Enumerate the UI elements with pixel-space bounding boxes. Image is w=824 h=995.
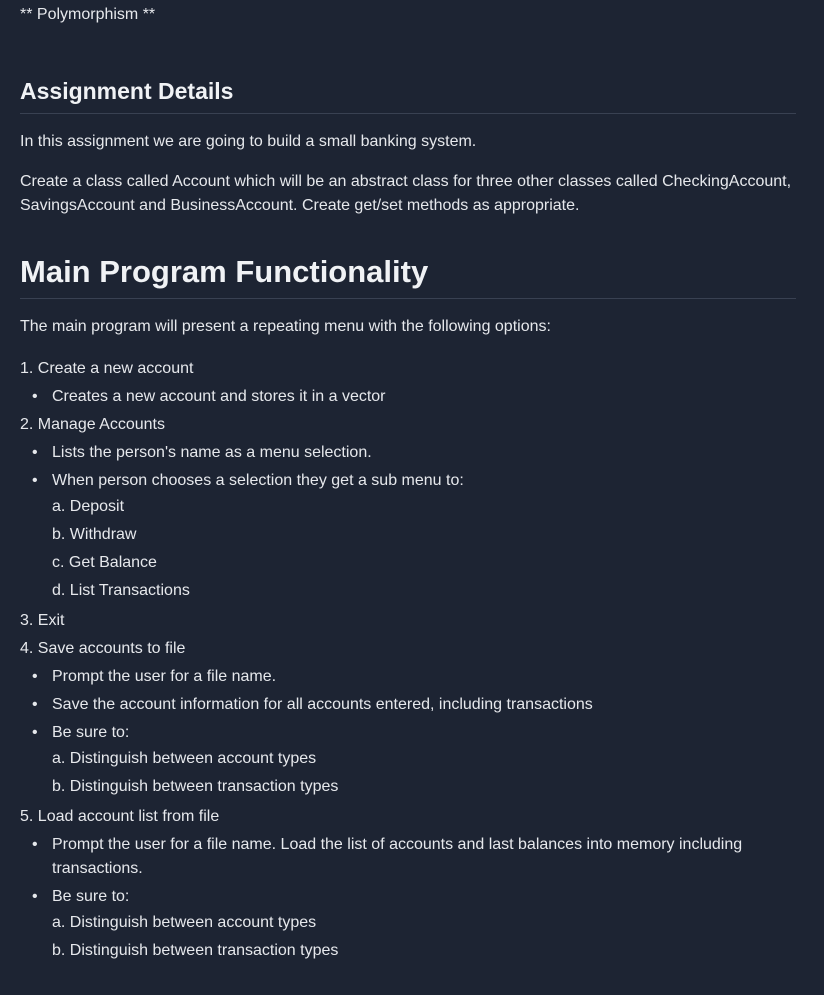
bullet-icon: • (32, 836, 38, 853)
bullet-icon: • (32, 668, 38, 685)
option-number: 5. (20, 808, 34, 825)
top-line: ** Polymorphism ** (20, 6, 156, 23)
menu-option-save (20, 635, 796, 803)
option-label: Save accounts to file (37, 640, 186, 657)
sub-item: a. Distinguish between account types (52, 750, 317, 767)
bullet-text: Prompt the user for a file name. Load the list of accounts and last balances into memory including transactions. (52, 836, 743, 877)
bullet-text: Creates a new account and stores it in a vector (52, 388, 386, 405)
menu-option-create (20, 355, 796, 411)
bullet-text: Be sure to: (52, 888, 130, 905)
list-item (32, 883, 796, 967)
bullet-text: Lists the person's name as a menu selection. (52, 444, 372, 461)
list-item (32, 691, 796, 719)
menu-option-exit (20, 607, 796, 635)
assignment-intro: In this assignment we are going to build a small banking system. (20, 133, 477, 150)
bullet-icon: • (32, 444, 38, 461)
sub-item-list-transactions: d. List Transactions (52, 582, 190, 599)
option-number: 2. (20, 416, 34, 433)
list-item (32, 467, 796, 607)
main-program-heading: Main Program Functionality (20, 254, 796, 299)
sub-item-deposit: a. Deposit (52, 498, 125, 515)
bullet-text: Save the account information for all accounts entered, including transactions (52, 696, 593, 713)
sub-menu-list (52, 493, 796, 605)
bullet-list (20, 831, 796, 967)
bullet-text: When person chooses a selection they get a sub menu to: (52, 472, 464, 489)
bullet-list (20, 663, 796, 803)
assignment-create: Create a class called Account which will be an abstract class for three other classes called CheckingAccount, SavingsAccount and BusinessAccount. Create get/set methods as appropriate. (20, 173, 792, 214)
list-item (32, 719, 796, 803)
option-number: 3. (20, 612, 34, 629)
sub-list (52, 745, 796, 801)
bullet-list (20, 439, 796, 607)
option-number: 1. (20, 360, 34, 377)
option-label: Create a new account (37, 360, 194, 377)
option-label: Load account list from file (37, 808, 220, 825)
list-item (32, 663, 796, 691)
sub-list (52, 909, 796, 965)
sub-item-get-balance: c. Get Balance (52, 554, 157, 571)
sub-item: a. Distinguish between account types (52, 914, 317, 931)
menu-option-manage (20, 411, 796, 607)
sub-item: b. Distinguish between transaction types (52, 942, 339, 959)
sub-item-withdraw: b. Withdraw (52, 526, 137, 543)
bullet-icon: • (32, 388, 38, 405)
bullet-icon: • (32, 696, 38, 713)
menu-options-list (20, 355, 796, 967)
option-number: 4. (20, 640, 34, 657)
bullet-list (20, 383, 796, 411)
bullet-icon: • (32, 472, 38, 489)
menu-option-load (20, 803, 796, 967)
list-item (32, 439, 796, 467)
list-item (32, 383, 796, 411)
list-item (32, 831, 796, 883)
bullet-text: Be sure to: (52, 724, 130, 741)
bullet-icon: • (32, 724, 38, 741)
bullet-text: Prompt the user for a file name. (52, 668, 277, 685)
sub-item: b. Distinguish between transaction types (52, 778, 339, 795)
bullet-icon: • (32, 888, 38, 905)
assignment-details-heading: Assignment Details (20, 77, 796, 114)
main-program-intro: The main program will present a repeating menu with the following options: (20, 318, 551, 335)
option-label: Exit (37, 612, 65, 629)
option-label: Manage Accounts (37, 416, 165, 433)
